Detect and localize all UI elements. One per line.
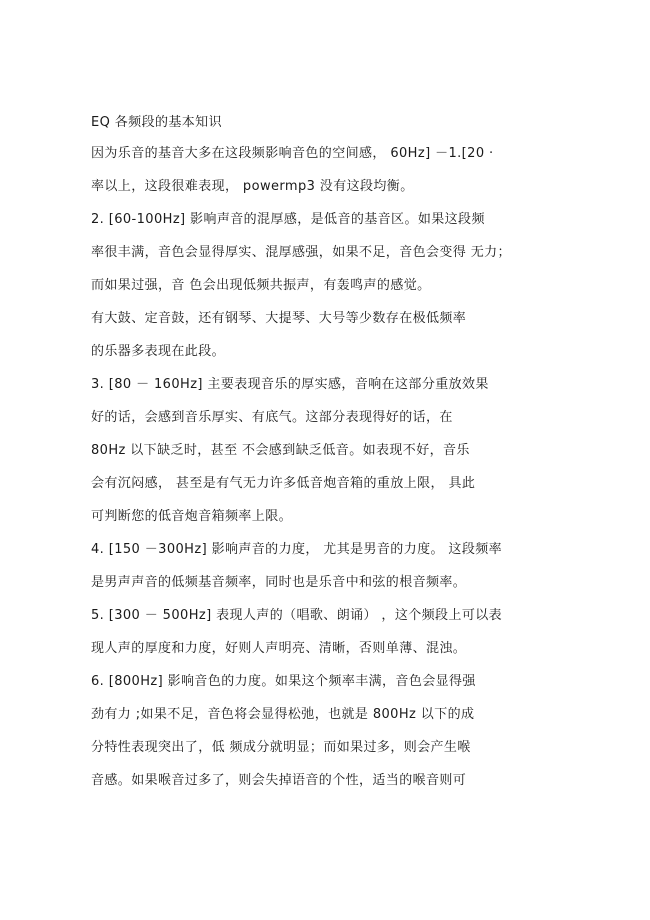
text-line: 是男声声音的低频基音频率，同时也是乐音中和弦的根音频率。 <box>91 575 467 590</box>
text-line: 率以上，这段很难表现， powermp3 没有这段均衡。 <box>91 179 414 194</box>
text-line: 有大鼓、定音鼓，还有钢琴、大提琴、大号等少数存在极低频率 <box>91 311 467 326</box>
text-line: 分特性表现突出了，低 频成分就明显；而如果过多，则会产生喉 <box>91 740 471 755</box>
text-line: 可判断您的低音炮音箱频率上限。 <box>91 509 293 524</box>
text-line: 现人声的厚度和力度，好则人声明亮、清晰，否则单薄、混浊。 <box>91 641 467 656</box>
text-line: 5. [300 － 500Hz] 表现人声的（唱歌、朗诵） ，这个频段上可以表 <box>91 608 503 623</box>
text-line: 而如果过强，音 色会出现低频共振声，有轰鸣声的感觉。 <box>91 278 431 293</box>
text-line: 的乐器多表现在此段。 <box>91 344 226 359</box>
text-line: 劲有力 ;如果不足，音色将会显得松弛，也就是 800Hz 以下的成 <box>91 707 475 722</box>
text-line: 3. [80 － 160Hz] 主要表现音乐的厚实感，音响在这部分重放效果 <box>91 377 489 392</box>
text-line: 2. [60-100Hz] 影响声音的混厚感，是低音的基音区。如果这段频 <box>91 212 485 227</box>
document-title: EQ 各频段的基本知识 <box>91 115 222 130</box>
text-line: 6. [800Hz] 影响音色的力度。如果这个频率丰满，音色会显得强 <box>91 674 476 689</box>
text-line: 会有沉闷感， 甚至是有气无力许多低音炮音箱的重放上限， 具此 <box>91 476 476 491</box>
text-line: 4. [150 －300Hz] 影响声音的力度， 尤其是男音的力度。 这段频率 <box>91 542 503 557</box>
text-line: 率很丰满，音色会显得厚实、混厚感强，如果不足，音色会变得 无力； <box>91 245 511 260</box>
document-body <box>91 116 591 807</box>
text-line: 80Hz 以下缺乏时，甚至 不会感到缺乏低音。如表现不好，音乐 <box>91 443 470 458</box>
text-line: 好的话，会感到音乐厚实、有底气。这部分表现得好的话，在 <box>91 410 453 425</box>
text-line: 音感。如果喉音过多了，则会失掉语音的个性，适当的喉音则可 <box>91 773 467 788</box>
text-line: 因为乐音的基音大多在这段频影响音色的空间感， 60Hz] －1.[20 · <box>91 146 494 161</box>
